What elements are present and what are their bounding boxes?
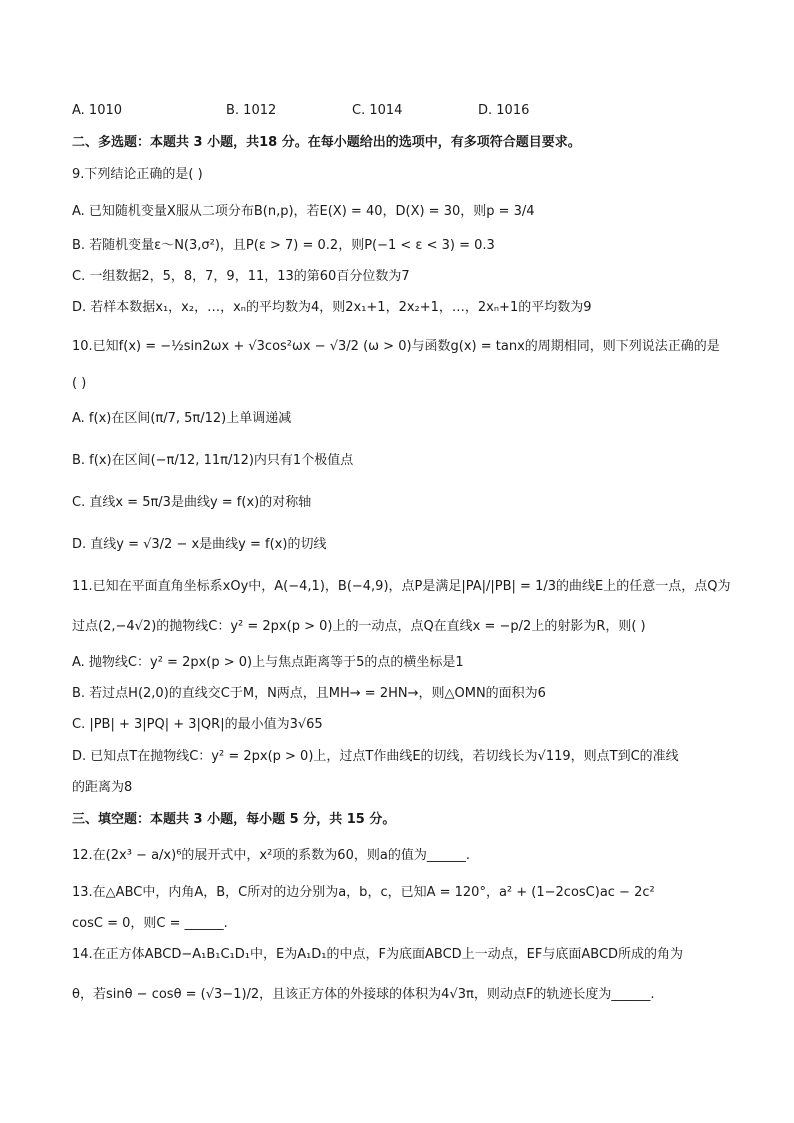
- q13-line1: 13.在△ABC中，内角A，B，C所对的边分别为a，b，c，已知A = 120°，a² + (1−2cosC)ac − 2c²: [72, 885, 655, 900]
- q9-option-b: B. 若随机变量ε～N(3,σ²)，且P(ε > 7) = 0.2，则P(−1 < ε < 3) = 0.3: [72, 238, 495, 253]
- q14-line2: θ，若sinθ − cosθ = (√3−1)/2，且该正方体的外接球的体积为4√3π，则动点F的轨迹长度为______.: [72, 987, 655, 1002]
- option-d: D. 1016: [478, 103, 530, 118]
- q11-option-d-line2: 的距离为8: [72, 780, 133, 795]
- q12: 12.在(2x³ − a/x)⁶的展开式中，x²项的系数为60，则a的值为______.: [72, 848, 470, 863]
- q9-option-c: C. 一组数据2，5，8，7，9，11，13的第60百分位数为7: [72, 269, 410, 284]
- q10-option-d: D. 直线y = √3/2 − x是曲线y = f(x)的切线: [72, 537, 327, 552]
- q10-stem: 10.已知f(x) = −½sin2ωx + √3cos²ωx − √3/2 (ω > 0)与函数g(x) = tanx的周期相同，则下列说法正确的是: [72, 339, 720, 354]
- q10-option-c: C. 直线x = 5π/3是曲线y = f(x)的对称轴: [72, 495, 312, 510]
- option-c: C. 1014: [352, 103, 403, 118]
- q9-option-d: D. 若样本数据x₁，x₂，…，xₙ的平均数为4，则2x₁+1，2x₂+1，…，2xₙ+1的平均数为9: [72, 300, 592, 315]
- q8-options: [72, 102, 732, 120]
- q11-option-c: C. |PB| + 3|PQ| + 3|QR|的最小值为3√65: [72, 717, 323, 732]
- q11-stem-line1: 11.已知在平面直角坐标系xOy中，A(−4,1)，B(−4,9)，点P是满足|PA|/|PB| = 1/3的曲线E上的任意一点，点Q为: [72, 579, 731, 594]
- q10-stem-paren: ( ): [72, 376, 87, 391]
- q14-line1: 14.在正方体ABCD−A₁B₁C₁D₁中，E为A₁D₁的中点，F为底面ABCD上一动点，EF与底面ABCD所成的角为: [72, 947, 684, 962]
- q10-option-a: A. f(x)在区间(π/7, 5π/12)上单调递减: [72, 411, 292, 426]
- q11-option-a: A. 抛物线C：y² = 2px(p > 0)上与焦点距离等于5的点的横坐标是1: [72, 655, 464, 670]
- section3-heading: 三、填空题：本题共 3 小题，每小题 5 分，共 15 分。: [72, 812, 396, 827]
- q13-line2: cosC = 0，则C = ______.: [72, 916, 228, 931]
- option-a: A. 1010: [72, 103, 123, 118]
- option-b: B. 1012: [226, 103, 277, 118]
- q11-option-d-line1: D. 已知点T在抛物线C：y² = 2px(p > 0)上，过点T作曲线E的切线，若切线长为√119，则点T到C的准线: [72, 749, 679, 764]
- section2-heading: 二、多选题：本题共 3 小题，共18 分。在每小题给出的选项中，有多项符合题目要求。: [72, 135, 581, 150]
- q11-option-b: B. 若过点H(2,0)的直线交C于M，N两点，且MH→ = 2HN→，则△OMN的面积为6: [72, 686, 546, 701]
- q9-option-a: A. 已知随机变量X服从二项分布B(n,p)，若E(X) = 40，D(X) = 30，则p = 3/4: [72, 204, 535, 219]
- q10-option-b: B. f(x)在区间(−π/12, 11π/12)内只有1个极值点: [72, 453, 354, 468]
- q9-stem: 9.下列结论正确的是( ): [72, 167, 203, 182]
- q11-stem-line2: 过点(2,−4√2)的抛物线C：y² = 2px(p > 0)上的一动点，点Q在直线x = −p/2上的射影为R，则( ): [72, 619, 646, 634]
